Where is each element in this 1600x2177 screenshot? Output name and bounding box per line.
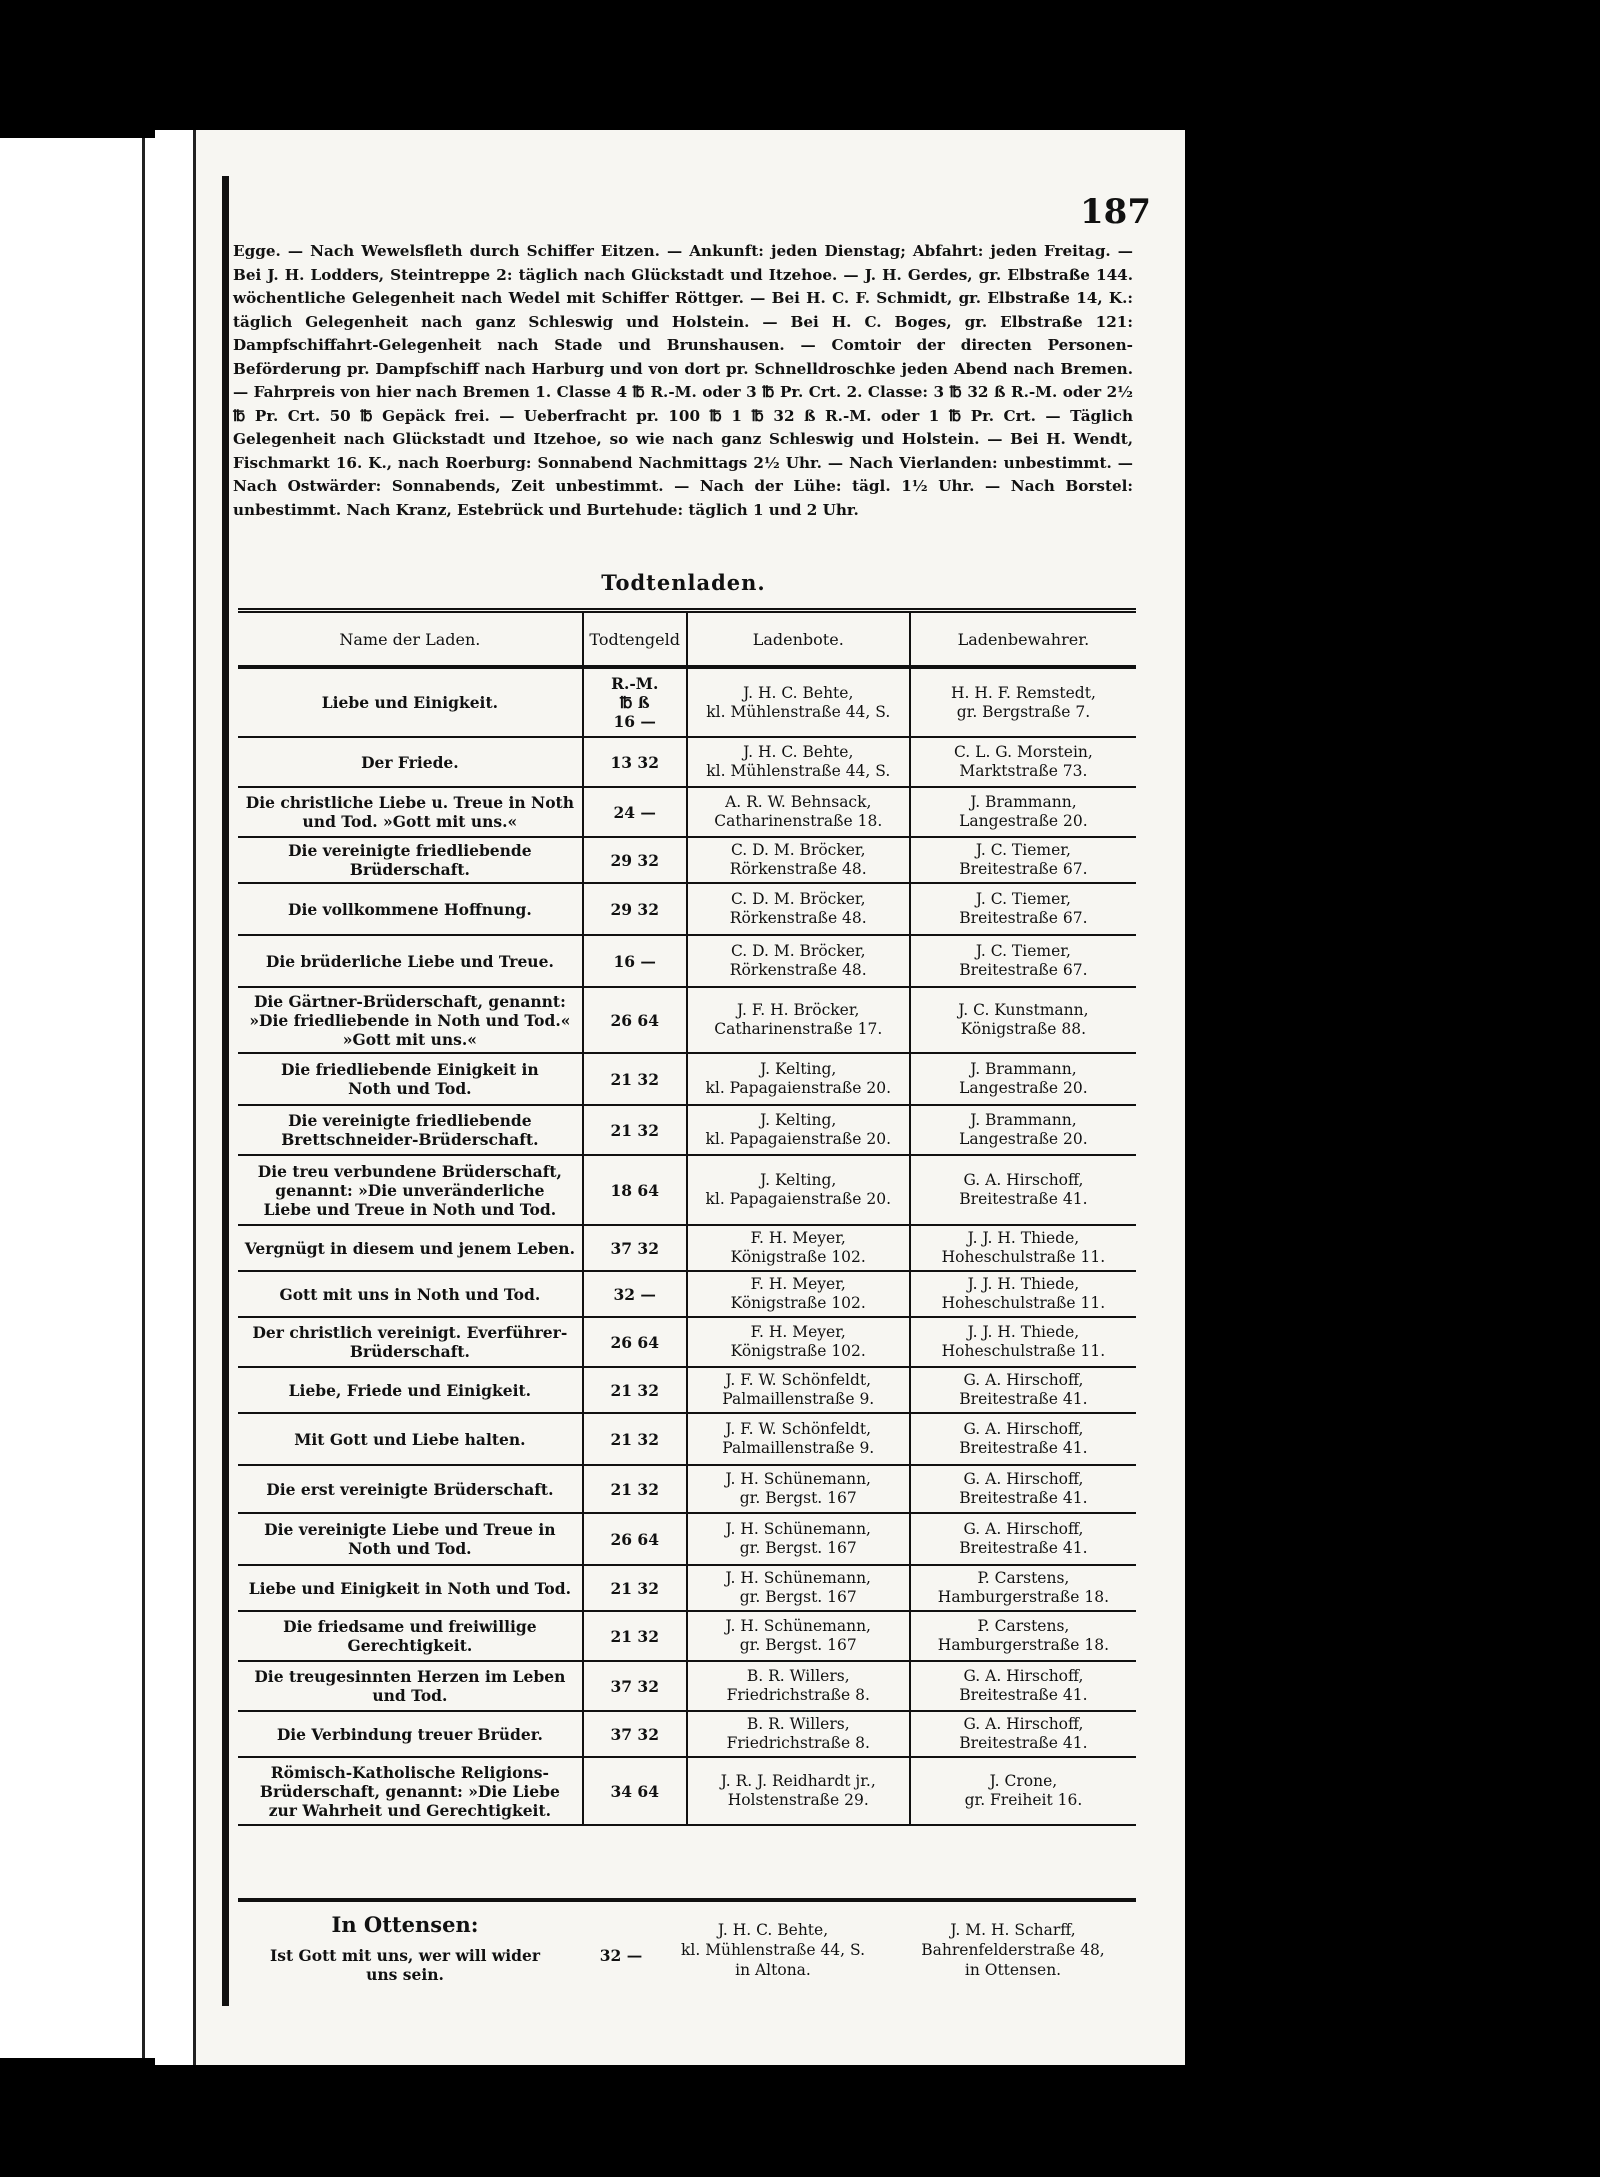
todtengeld <box>583 1413 687 1465</box>
ladenbote-line: F. H. Meyer, <box>750 1275 846 1293</box>
left-page-edge <box>142 138 145 2058</box>
section-title: Todtenladen. <box>601 570 766 595</box>
ladenbewahrer-line: G. A. Hirschoff, <box>963 1520 1084 1538</box>
lade-name-line: Liebe und Einigkeit in Noth und Tod. <box>248 1578 571 1598</box>
ladenbewahrer-line: Breitestraße 67. <box>959 961 1088 979</box>
ladenbote <box>687 1611 910 1661</box>
ladenbote-line: kl. Mühlenstraße 44, S. <box>706 702 891 721</box>
ladenbewahrer-line: J. Brammann, <box>970 1060 1077 1078</box>
ladenbote-line: Rörkenstraße 48. <box>729 909 867 927</box>
ladenbote-line: B. R. Willers, <box>746 1715 850 1733</box>
todtengeld <box>583 737 687 787</box>
todtengeld <box>583 987 687 1053</box>
lade-name <box>238 1155 583 1225</box>
ladenbewahrer <box>910 667 1136 737</box>
todtengeld-value: 21 32 <box>610 1380 659 1400</box>
ladenbewahrer-line: Marktstraße 73. <box>959 762 1088 780</box>
ladenbote-line: J. F. H. Bröcker, <box>737 1001 860 1019</box>
ladenbote <box>687 737 910 787</box>
ladenbewahrer-line: J. Brammann, <box>970 793 1077 811</box>
ladenbewahrer-line: G. A. Hirschoff, <box>963 1715 1084 1733</box>
table-row <box>238 1465 1136 1513</box>
ladenbewahrer <box>910 737 1136 787</box>
lade-name-line: Die Gärtner-Brüderschaft, genannt: <box>253 991 566 1011</box>
lade-name-line: Noth und Tod. <box>348 1539 472 1558</box>
lade-name <box>238 1225 583 1271</box>
todtengeld-value: 21 32 <box>610 1626 659 1646</box>
table-row <box>238 935 1136 987</box>
lade-name <box>238 1611 583 1661</box>
lade-name <box>238 1565 583 1611</box>
ladenbewahrer <box>910 1225 1136 1271</box>
ladenbote-line: Rörkenstraße 48. <box>729 961 867 979</box>
lade-name-line: Die vereinigte Liebe und Treue in <box>264 1520 556 1539</box>
table-row <box>238 1611 1136 1661</box>
lade-name <box>238 883 583 935</box>
todtengeld <box>583 787 687 837</box>
lade-name <box>238 1465 583 1513</box>
lade-name <box>238 737 583 787</box>
ladenbewahrer-line: G. A. Hirschoff, <box>963 1470 1084 1488</box>
ladenbewahrer-line: Breitestraße 41. <box>959 1686 1088 1704</box>
ladenbewahrer <box>910 1367 1136 1413</box>
todtengeld-value: 21 32 <box>610 1120 659 1140</box>
ladenbewahrer <box>910 1317 1136 1367</box>
intro-text: Egge. — Nach Wewelsfleth durch Schiffer Eitzen. — Ankunft: jeden Dienstag; Abfahrt: jeden Freitag. — Bei J. H. Lodders, Steintreppe 2: täglich nach Glückstadt und Itzehoe. — J. H. Gerdes, gr. Elbstraße 144. wöchentliche Gelegenheit nach Wedel mit Schiffer Röttger. — Bei H. C. F. Schmidt, gr. Elbstraße 14, K.: täglich Gelegenheit nach ganz Schleswig und Holstein. — Bei H. C. Boges, gr. Elbstraße 121: Dampfschiffahrt-Gelegenheit nach Stade und Brunshausen. — Comtoir der directen Personen-Beförderung pr. Dampfschiff nach Harburg und von dort pr. Schnelldroschke jeden Abend nach Bremen. — Fahrpreis von hier nach Bremen 1. Classe 4 ℔ R.-M. oder 3 ℔ Pr. Crt. 2. Classe: 3 ℔ 32 ß R.-M. oder 2½ ℔ Pr. Crt. 50 ℔ Gepäck frei. — Ueberfracht pr. 100 ℔ 1 ℔ 32 ß R.-M. oder 1 ℔ Pr. Crt. — Täglich Gelegenheit nach Glückstadt und Itzehoe, so wie nach ganz Schleswig und Holstein. — Bei H. Wendt, Fischmarkt 16. K., nach Roerburg: Sonnabend Nachmittags 2½ Uhr. — Nach Vierlanden: unbestimmt. — Nach Ostwärder: Sonnabends, Zeit unbestimmt. — Nach der Lühe: tägl. 1½ Uhr. — Nach Borstel: unbestimmt. Nach Kranz, Estebrück und Burtehude: täglich 1 und 2 Uhr. <box>233 242 1133 519</box>
ladenbote <box>687 1225 910 1271</box>
ladenbote-line: Rörkenstraße 48. <box>729 860 867 878</box>
ladenbewahrer-line: J. C. Tiemer, <box>975 942 1071 960</box>
todtengeld-value: 26 64 <box>610 1529 659 1549</box>
ladenbote <box>687 1105 910 1155</box>
ladenbote-line: J. Kelting, <box>760 1171 837 1189</box>
ladenbote <box>687 1661 910 1711</box>
ottensen-section <box>238 1898 1136 1984</box>
ladenbote-line: Holstenstraße 29. <box>727 1791 869 1809</box>
ladenbote <box>687 787 910 837</box>
lade-name <box>238 1271 583 1317</box>
ladenbewahrer <box>910 1565 1136 1611</box>
ottensen-wahrer-line: Bahrenfelderstraße 48, <box>921 1941 1105 1959</box>
table-row <box>238 987 1136 1053</box>
ladenbewahrer-line: Hoheschulstraße 11. <box>941 1248 1106 1266</box>
ladenbewahrer-line: G. A. Hirschoff, <box>963 1171 1084 1189</box>
ladenbewahrer <box>910 1513 1136 1565</box>
ladenbewahrer <box>910 1105 1136 1155</box>
table-header-row <box>238 611 1136 668</box>
ladenbote <box>687 1053 910 1105</box>
ladenbote-line: J. F. W. Schönfeldt, <box>725 1420 872 1438</box>
lade-name-line: Brüderschaft. <box>349 1342 470 1361</box>
ladenbote-line: F. H. Meyer, <box>750 1323 846 1341</box>
ladenbewahrer-line: G. A. Hirschoff, <box>963 1420 1084 1438</box>
table-row <box>238 1757 1136 1825</box>
table-row <box>238 837 1136 883</box>
ladenbote-line: gr. Bergst. 167 <box>739 1539 857 1557</box>
ladenbewahrer-line: Hoheschulstraße 11. <box>941 1342 1106 1360</box>
table-row <box>238 1367 1136 1413</box>
ladenbote <box>687 837 910 883</box>
ladenbote-line: gr. Bergst. 167 <box>739 1588 857 1606</box>
ladenbote-line: J. H. Schünemann, <box>725 1569 871 1587</box>
ladenbote-line: kl. Papagaienstraße 20. <box>705 1130 892 1148</box>
ladenbewahrer-line: G. A. Hirschoff, <box>963 1371 1084 1389</box>
ladenbote-line: Palmaillenstraße 9. <box>722 1439 875 1457</box>
table-row <box>238 737 1136 787</box>
todtengeld-value: 21 32 <box>610 1429 659 1449</box>
ladenbote-line: J. F. W. Schönfeldt, <box>725 1371 872 1389</box>
column-header-fee: Todtengeld <box>583 611 687 668</box>
lade-name-line: Die treu verbundene Brüderschaft, <box>257 1161 562 1181</box>
ladenbote <box>687 1271 910 1317</box>
ladenbote <box>687 1513 910 1565</box>
lade-name-line: Die erst vereinigte Brüderschaft. <box>266 1479 554 1499</box>
table-row <box>238 1155 1136 1225</box>
table-row <box>238 787 1136 837</box>
ottensen-bote-line: J. H. C. Behte, <box>717 1921 829 1939</box>
lade-name-line: Die vollkommene Hoffnung. <box>288 899 532 919</box>
ottensen-fee: 32 — <box>599 1946 643 1965</box>
ladenbote-line: Friedrichstraße 8. <box>726 1686 870 1704</box>
ladenbote-line: kl. Papagaienstraße 20. <box>705 1190 892 1208</box>
table-row <box>238 1105 1136 1155</box>
ladenbote-line: Catharinenstraße 17. <box>714 1020 883 1038</box>
ladenbote-line: A. R. W. Behnsack, <box>725 793 872 811</box>
todtengeld <box>583 1155 687 1225</box>
ladenbewahrer-line: J. Crone, <box>989 1772 1058 1790</box>
ladenbote-line: Catharinenstraße 18. <box>714 812 883 830</box>
table-row <box>238 1711 1136 1757</box>
todtengeld-value: 37 32 <box>610 1676 659 1696</box>
ladenbewahrer-line: J. Brammann, <box>970 1111 1077 1129</box>
lade-name <box>238 667 583 737</box>
ottensen-bote-line: kl. Mühlenstraße 44, S. <box>680 1941 865 1959</box>
ladenbote-line: J. H. C. Behte, <box>743 743 854 761</box>
ladenbewahrer-line: Breitestraße 41. <box>959 1439 1088 1457</box>
todtengeld-value: 21 32 <box>610 1479 659 1499</box>
ladenbewahrer-line: J. C. Tiemer, <box>975 890 1071 908</box>
todtengeld <box>583 1513 687 1565</box>
lade-name-line: Gerechtigkeit. <box>347 1636 473 1655</box>
ottensen-wahrer-line: in Ottensen. <box>964 1961 1062 1979</box>
ladenbote-line: J. H. Schünemann, <box>725 1470 871 1488</box>
currency-unit: ℔ ß <box>619 693 650 712</box>
ladenbewahrer <box>910 935 1136 987</box>
ottensen-place: In Ottensen: <box>331 1912 479 1937</box>
ladenbewahrer-line: Breitestraße 67. <box>959 860 1088 878</box>
lade-name-line: »Die friedliebende in Noth und Tod.« <box>249 1010 571 1030</box>
lade-name-line: und Tod. <box>372 1686 448 1705</box>
ladenbewahrer-line: H. H. F. Remstedt, <box>950 683 1096 702</box>
table-row <box>238 1513 1136 1565</box>
ottensen-bote <box>668 1920 878 1980</box>
ottensen-name-line: Ist Gott mit uns, wer will wider <box>270 1946 540 1965</box>
todtengeld <box>583 1367 687 1413</box>
todtengeld <box>583 1465 687 1513</box>
ladenbote-line: kl. Papagaienstraße 20. <box>705 1079 892 1097</box>
lade-name-line: Liebe und Treue in Noth und Tod. <box>263 1199 557 1219</box>
todtengeld <box>583 1611 687 1661</box>
table-row <box>238 1317 1136 1367</box>
ladenbewahrer-line: Hamburgerstraße 18. <box>937 1588 1110 1606</box>
table-row <box>238 883 1136 935</box>
todtengeld <box>583 1317 687 1367</box>
lade-name-line: Der Friede. <box>361 752 459 772</box>
ladenbewahrer <box>910 1465 1136 1513</box>
lade-name <box>238 935 583 987</box>
ladenbote-line: C. D. M. Bröcker, <box>730 890 866 908</box>
lade-name-line: Mit Gott und Liebe halten. <box>294 1429 526 1449</box>
todtengeld-value: 16 — <box>613 712 656 731</box>
lade-name-line: Römisch-Katholische Religions- <box>270 1762 549 1782</box>
ladenbote <box>687 1155 910 1225</box>
todtengeld <box>583 1053 687 1105</box>
ladenbewahrer-line: Königstraße 88. <box>960 1020 1087 1038</box>
lade-name-line: Die vereinigte friedliebende <box>288 841 532 860</box>
todtengeld-value: 37 32 <box>610 1724 659 1744</box>
ladenbewahrer-line: Breitestraße 41. <box>959 1190 1088 1208</box>
todtengeld <box>583 1757 687 1825</box>
ladenbewahrer-line: J. J. H. Thiede, <box>967 1229 1080 1247</box>
todtengeld-value: 26 64 <box>610 1010 659 1030</box>
ottensen-wahrer-line: J. M. H. Scharff, <box>950 1921 1076 1939</box>
lade-name <box>238 787 583 837</box>
ladenbote <box>687 987 910 1053</box>
ladenbewahrer <box>910 883 1136 935</box>
ladenbote <box>687 667 910 737</box>
todtengeld-value: 24 — <box>613 802 656 822</box>
ladenbote-line: gr. Bergst. 167 <box>739 1636 857 1654</box>
ladenbewahrer-line: Breitestraße 41. <box>959 1734 1088 1752</box>
table-row <box>238 667 1136 737</box>
lade-name-line: Die christliche Liebe u. Treue in Noth <box>245 793 574 812</box>
ladenbote-line: J. H. C. Behte, <box>743 683 854 702</box>
todtengeld-value: 26 64 <box>610 1332 659 1352</box>
ottensen-bote-line: in Altona. <box>735 1961 811 1979</box>
ladenbewahrer-line: C. L. G. Morstein, <box>954 743 1093 761</box>
todtengeld <box>583 1271 687 1317</box>
ladenbote <box>687 1711 910 1757</box>
ladenbewahrer-line: Breitestraße 41. <box>959 1489 1088 1507</box>
lade-name <box>238 1661 583 1711</box>
ladenbewahrer <box>910 987 1136 1053</box>
todtengeld <box>583 1105 687 1155</box>
ladenbewahrer-line: J. J. H. Thiede, <box>967 1323 1080 1341</box>
ladenbewahrer-line: gr. Bergstraße 7. <box>956 702 1091 721</box>
left-facing-page <box>0 138 155 2058</box>
intro-paragraph <box>233 240 1133 522</box>
lade-name <box>238 1367 583 1413</box>
ladenbote <box>687 1565 910 1611</box>
lade-name-line: genannt: »Die unveränderliche <box>275 1180 545 1200</box>
ladenbewahrer-line: P. Carstens, <box>977 1617 1070 1635</box>
ladenbote-line: J. H. Schünemann, <box>725 1520 871 1538</box>
ladenbewahrer <box>910 1271 1136 1317</box>
ladenbewahrer-line: Langestraße 20. <box>959 1079 1088 1097</box>
ladenbewahrer-line: Langestraße 20. <box>959 1130 1088 1148</box>
ladenbewahrer-line: Breitestraße 41. <box>959 1539 1088 1557</box>
ladenbote-line: J. Kelting, <box>760 1111 837 1129</box>
lade-name-line: Brüderschaft, genannt: »Die Liebe <box>259 1781 560 1801</box>
ladenbewahrer-line: Langestraße 20. <box>959 812 1088 830</box>
todtengeld-value: 13 32 <box>610 752 659 772</box>
ladenbewahrer <box>910 787 1136 837</box>
lade-name-line: Noth und Tod. <box>348 1079 472 1098</box>
ladenbewahrer <box>910 1413 1136 1465</box>
ladenbote-line: C. D. M. Bröcker, <box>730 841 866 859</box>
ladenbote-line: J. R. J. Reidhardt jr., <box>720 1772 876 1790</box>
ladenbewahrer-line: Hoheschulstraße 11. <box>941 1294 1106 1312</box>
table-row <box>238 1053 1136 1105</box>
lade-name <box>238 1711 583 1757</box>
currency-unit: R.-M. <box>611 674 659 693</box>
todtengeld-value: 32 — <box>613 1284 656 1304</box>
lade-name <box>238 1053 583 1105</box>
column-header-bote: Ladenbote. <box>687 611 910 668</box>
ladenbote <box>687 935 910 987</box>
todtengeld <box>583 837 687 883</box>
ottensen-name-line: uns sein. <box>366 1965 444 1984</box>
ladenbewahrer <box>910 837 1136 883</box>
ladenbote-line: kl. Mühlenstraße 44, S. <box>706 762 891 780</box>
ladenbewahrer <box>910 1053 1136 1105</box>
todtengeld-value: 18 64 <box>610 1180 659 1200</box>
table-row <box>238 1271 1136 1317</box>
lade-name-line: Liebe und Einigkeit. <box>321 693 498 712</box>
page-spine-line <box>222 176 229 2006</box>
lade-name-line: Gott mit uns in Noth und Tod. <box>279 1284 541 1304</box>
ladenbewahrer <box>910 1611 1136 1661</box>
todtengeld-value: 37 32 <box>610 1238 659 1258</box>
todtengeld <box>583 1565 687 1611</box>
lade-name-line: Die brüderliche Liebe und Treue. <box>265 951 554 971</box>
ladenbote <box>687 1367 910 1413</box>
ladenbote-line: Friedrichstraße 8. <box>726 1734 870 1752</box>
ladenbewahrer-line: Breitestraße 41. <box>959 1390 1088 1408</box>
table-body <box>238 667 1136 1825</box>
lade-name <box>238 1513 583 1565</box>
ottensen-wahrer <box>898 1920 1128 1980</box>
lade-name <box>238 1413 583 1465</box>
ladenbote <box>687 1465 910 1513</box>
ladenbewahrer-line: gr. Freiheit 16. <box>964 1791 1083 1809</box>
lade-name-line: Die treugesinnten Herzen im Leben <box>254 1667 566 1686</box>
todtengeld-value: 34 64 <box>610 1781 659 1801</box>
ladenbewahrer-line: J. J. H. Thiede, <box>967 1275 1080 1293</box>
todtengeld <box>583 1225 687 1271</box>
todtengeld <box>583 883 687 935</box>
ladenbewahrer-line: P. Carstens, <box>977 1569 1070 1587</box>
ladenbote-line: J. Kelting, <box>760 1060 837 1078</box>
table-row <box>238 1565 1136 1611</box>
ladenbote-line: C. D. M. Bröcker, <box>730 942 866 960</box>
ladenbote-line: Palmaillenstraße 9. <box>722 1390 875 1408</box>
table-row <box>238 1661 1136 1711</box>
ladenbewahrer-line: Breitestraße 67. <box>959 909 1088 927</box>
lade-name-line: Die vereinigte friedliebende <box>288 1111 532 1130</box>
page-binding <box>155 130 196 2065</box>
todtengeld-value: 21 32 <box>610 1069 659 1089</box>
ladenbewahrer <box>910 1757 1136 1825</box>
todtengeld <box>583 1711 687 1757</box>
lade-name <box>238 987 583 1053</box>
todtenladen-table <box>238 608 1136 1826</box>
ladenbewahrer <box>910 1661 1136 1711</box>
ladenbewahrer-line: Hamburgerstraße 18. <box>937 1636 1110 1654</box>
ladenbote <box>687 883 910 935</box>
ladenbote <box>687 1413 910 1465</box>
column-header-name: Name der Laden. <box>238 611 583 668</box>
lade-name-line: Liebe, Friede und Einigkeit. <box>288 1380 532 1400</box>
lade-name-line: Die friedliebende Einigkeit in <box>281 1060 539 1079</box>
table-row <box>238 1225 1136 1271</box>
lade-name <box>238 837 583 883</box>
lade-name-line: Die Verbindung treuer Brüder. <box>276 1724 543 1744</box>
ladenbote-line: Königstraße 102. <box>730 1248 866 1266</box>
todtengeld-value: 29 32 <box>610 850 659 870</box>
ladenbote-line: gr. Bergst. 167 <box>739 1489 857 1507</box>
todtengeld-value: 16 — <box>613 951 656 971</box>
lade-name-line: »Gott mit uns.« <box>342 1029 477 1049</box>
todtengeld-value: 21 32 <box>610 1578 659 1598</box>
lade-name-line: Die friedsame und freiwillige <box>283 1617 537 1636</box>
todtengeld <box>583 935 687 987</box>
ladenbewahrer-line: J. C. Kunstmann, <box>958 1001 1089 1019</box>
lade-name-line: zur Wahrheit und Gerechtigkeit. <box>268 1800 552 1820</box>
ladenbote-line: J. H. Schünemann, <box>725 1617 871 1635</box>
todtengeld-value: 29 32 <box>610 899 659 919</box>
lade-name-line: und Tod. »Gott mit uns.« <box>302 812 518 831</box>
ladenbewahrer <box>910 1155 1136 1225</box>
ladenbote-line: F. H. Meyer, <box>750 1229 846 1247</box>
ladenbote-line: Königstraße 102. <box>730 1342 866 1360</box>
lade-name-line: Brüderschaft. <box>349 860 470 879</box>
lade-name <box>238 1317 583 1367</box>
lade-name-line: Vergnügt in diesem und jenem Leben. <box>244 1238 575 1258</box>
ottensen-name <box>238 1946 572 1984</box>
lade-name <box>238 1105 583 1155</box>
ladenbewahrer <box>910 1711 1136 1757</box>
lade-name-line: Der christlich vereinigt. Everführer- <box>252 1323 568 1342</box>
lade-name <box>238 1757 583 1825</box>
ladenbote <box>687 1757 910 1825</box>
column-header-wahrer: Ladenbewahrer. <box>910 611 1136 668</box>
todtengeld <box>583 667 687 737</box>
lade-name-line: Brettschneider-Brüderschaft. <box>281 1130 539 1149</box>
ladenbote-line: Königstraße 102. <box>730 1294 866 1312</box>
ladenbote-line: B. R. Willers, <box>746 1667 850 1685</box>
ladenbote <box>687 1317 910 1367</box>
table-row <box>238 1413 1136 1465</box>
page-number: 187 <box>1080 192 1151 232</box>
ladenbewahrer-line: J. C. Tiemer, <box>975 841 1071 859</box>
todtengeld <box>583 1661 687 1711</box>
ladenbewahrer-line: G. A. Hirschoff, <box>963 1667 1084 1685</box>
